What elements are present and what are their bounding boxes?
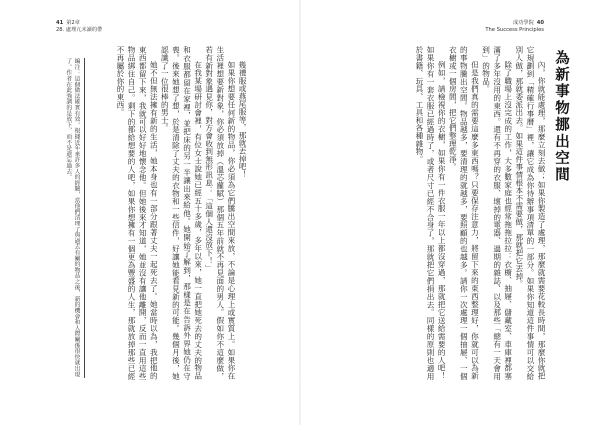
footnote-divider [84, 58, 85, 378]
right-book-subtitle: The Success Principles [485, 27, 544, 33]
footnote: 編注：這個做法確實有效。根據近年來許多人的經驗，當他們清理了與過去有關的物品之後，新的機會和人際關係很快就出現了。作者在此強調的是放下，而不是遺忘過去。 [64, 58, 79, 377]
left-running-header [56, 20, 102, 34]
right-page-number: 40 [536, 20, 544, 26]
left-paragraph: 她不但無法擁有新的生活，她本身也有一部分跟著丈夫一起死去了。她當時以為，我把他的東西都留下來，我就可以好好地懷念他。但她後來才知道，她並沒有讓他離開，反而一直用這些物品綁住自己。剩下的都給想要的人吧，如果你想擁有一個更為豐盛的人生，那就放掉那些已經不再屬於你的東西。 [115, 46, 159, 380]
right-paragraph: 例如，請檢視你的衣櫥，如果你有一件衣服一年以上都沒穿過，那就把它送給需要的人吧！如果你有一套衣服已經過時了，或者尺寸已經不合身了，那就把它們捐出去。同樣的原則也適用於書籍、玩具、工具和各種雜物。 [414, 46, 447, 380]
right-page [300, 0, 600, 425]
left-chapter-subtitle: 28. 處理亢未讀的帶 [56, 27, 103, 33]
section-heading: 為新事物挪出空間 [553, 50, 570, 184]
right-paragraph: 除了職場上沒完成的工作，大多數家庭也經常拖拖拉拉：衣櫥、抽屜、儲藏室、車庫裡都塞滿了多年沒用的東西。還有不再穿的衣服、壞掉的電器、過期的雜誌、以及那些「總有一天會用到」的物品。 [481, 46, 513, 380]
right-body-text [352, 46, 547, 380]
left-chapter-label: 第2章 [66, 20, 80, 26]
left-body-text [98, 46, 248, 380]
left-paragraph: 幾禮服或燕尾服等，那就丟掉吧！ [238, 61, 247, 179]
left-paragraph: 在我某場研討會裡，有位女士說她已經五十多歲，多年以來，她一直把她死去的丈夫的物品和衣服都留在家裡，並把床的另一半讓出來給他。她開始了解到，那樣是在告訴外界她仍在守喪。後來她想了想，於是清除了丈夫的衣物和一些信件，好讓她能看見新的可能。幾個月後，她認識了一位很棒的男士。 [160, 46, 203, 380]
right-book-title: 成功學院 [513, 20, 534, 26]
right-running-header [485, 20, 544, 34]
left-paragraph: 如果你想要任何新的物品，你必須為它們騰出空間來放，不論是心理上或實質上。如果你在生活裡想要新對象，你必須放掉（溫芯蘿賦）那個五年前就不再見面的男人。假如你不這麼做，若有新對象遇見你，對方會收到無形訊息：「這個人還沒放下！」 [204, 46, 236, 380]
left-page-number: 41 [56, 20, 64, 26]
right-paragraph: 內，你就能處理，那麼立刻去做；如果你製造了處理，那麼就需要花較長時間，那麼你就把它規劃到「精確行事曆」裡，讓它成為你待辦事項清單的一部分。如果你知道這件事情可以交給別人做，那就委派出去。如果這件事情根本不需要做，那就把它丟掉。 [514, 46, 546, 380]
right-paragraph: 但是我們真的需要這麼多東西嗎？只要保存注意力，將留下來的東西整理好，你就可以為新的事物騰出空間。物品越多，要清理的就越多，要照顧的也越多。請你一次處理一個抽屜、一個衣櫥或一個房間，把它們整理乾淨。 [448, 46, 480, 380]
